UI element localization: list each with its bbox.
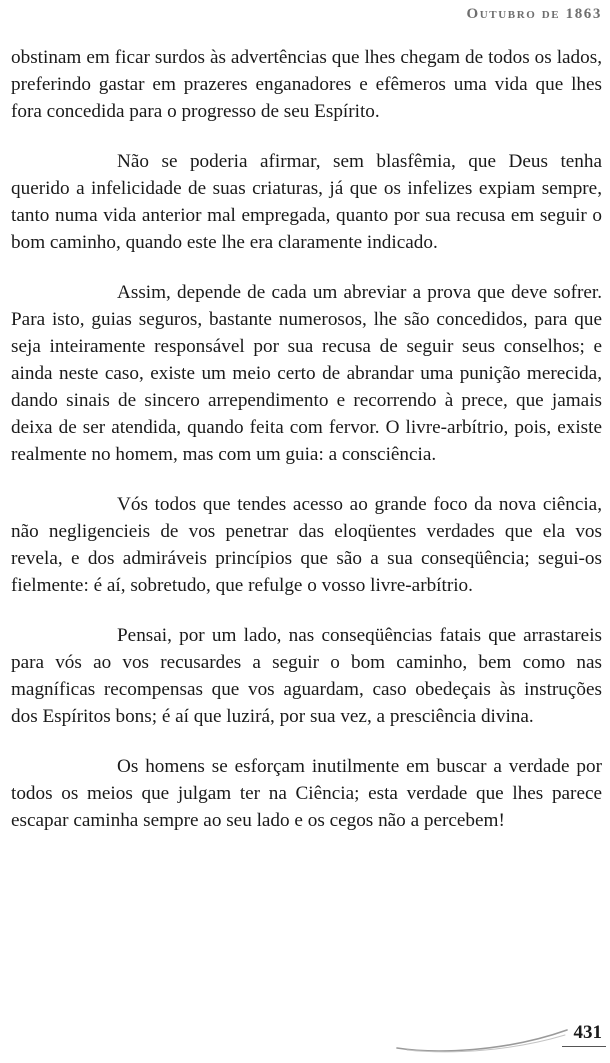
footer-swoosh-ornament xyxy=(395,1024,570,1054)
page-body xyxy=(11,44,602,857)
paragraph: Pensai, por um lado, nas conseqüências fatais que arrastareis para vós ao vos recusardes a seguir o bom caminho, bem como nas magníficas recompensas que vos aguardam, caso obedeçais às instruções dos Espíritos bons; é aí que luzirá, por sua vez, a presciência divina. xyxy=(11,625,602,727)
paragraph: Os homens se esforçam inutilmente em buscar a verdade por todos os meios que julgam ter na Ciência; esta verdade que lhes parece escapar caminha sempre ao seu lado e os cegos não a percebem! xyxy=(11,756,602,831)
running-header: Outubro de 1863 xyxy=(466,6,602,22)
paragraph: Assim, depende de cada um abreviar a prova que deve sofrer. Para isto, guias seguros, bastante numerosos, lhe são concedidos, para que seja inteiramente responsável por sua recusa de seguir seus conselhos; e ainda neste caso, existe um meio certo de abrandar uma punição merecida, dando sinais de sincero arrependimento e recorrendo à prece, que jamais deixa de ser atendida, quando feita com fervor. O livre-arbítrio, pois, existe realmente no homem, mas com um guia: a consciência. xyxy=(11,282,602,465)
page-number: 431 xyxy=(573,1022,602,1043)
paragraph: Vós todos que tendes acesso ao grande foco da nova ciência, não negligencieis de vos penetrar das eloqüentes verdades que ela vos revela, e dos admiráveis princípios que são a sua conseqüência; segui-os fielmente: é aí, sobretudo, que refulge o vosso livre-arbítrio. xyxy=(11,494,602,596)
paragraph: Não se poderia afirmar, sem blasfêmia, que Deus tenha querido a infelicidade de suas criaturas, já que os infelizes expiam sempre, tanto numa vida anterior mal empregada, quanto por sua recusa em seguir o bom caminho, quando este lhe era claramente indicado. xyxy=(11,151,602,253)
paragraph-continuation: obstinam em ficar surdos às advertências que lhes chegam de todos os lados, preferindo gastar em prazeres enganadores e efêmeros uma vida que lhes fora concedida para o progresso de seu Espírito. xyxy=(11,47,602,122)
page-number-underline xyxy=(562,1046,606,1047)
